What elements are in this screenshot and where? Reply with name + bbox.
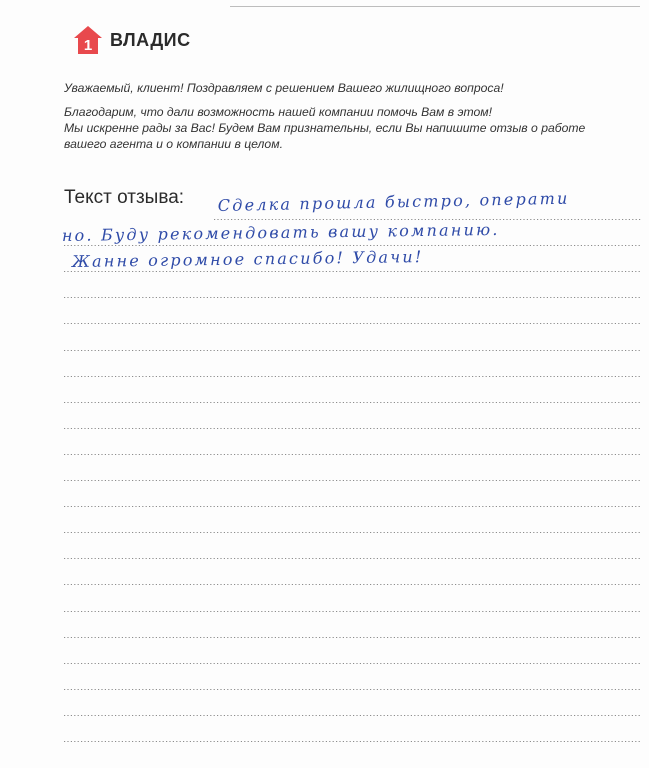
ruled-lines xyxy=(61,0,642,768)
request-line: Мы искренне рады за Вас! Будем Вам признательны, если Вы напишите отзыв о работе xyxy=(64,121,586,135)
greeting-line: Уважаемый, клиент! Поздравляем с решением Вашего жилищного вопроса! xyxy=(64,81,504,95)
handwritten-line-1: Сделка прошла быстро, операти xyxy=(217,188,570,215)
thanks-line: Благодарим, что дали возможность нашей компании помочь Вам в этом! xyxy=(64,105,493,119)
logo-digit: 1 xyxy=(83,37,93,54)
handwritten-line-2: но. Буду рекомендовать вашу компанию. xyxy=(61,219,500,245)
handwritten-line-3: Жанне огромное спасибо! Удачи! xyxy=(71,247,424,271)
company-name: ВЛАДИС xyxy=(110,30,191,50)
review-label: Текст отзыва: xyxy=(64,187,185,208)
request-line-end: вашего агента и о компании в целом. xyxy=(64,137,283,151)
